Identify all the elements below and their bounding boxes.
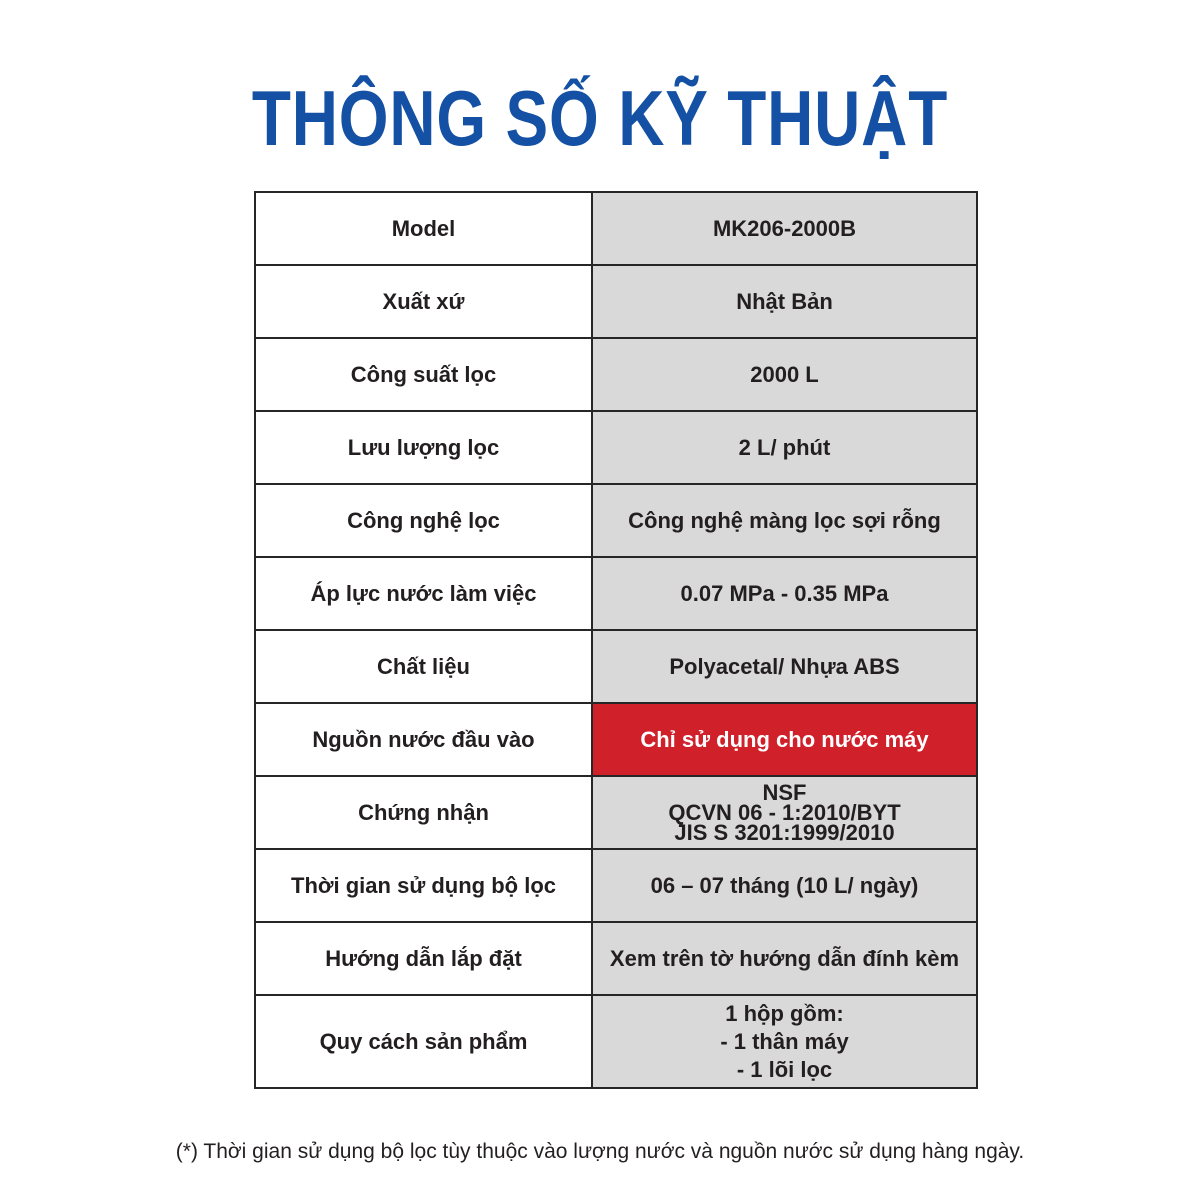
table-row: [255, 630, 977, 703]
table-row: [255, 557, 977, 630]
spec-value-technology: Công nghệ màng lọc sợi rỗng: [592, 484, 977, 557]
footnote: (*) Thời gian sử dụng bộ lọc tùy thuộc vào lượng nước và nguồn nước sử dụng hàng ngày.: [175, 1140, 1025, 1163]
package-line: - 1 lõi lọc: [736, 1056, 833, 1082]
spec-label-material: Chất liệu: [255, 630, 592, 703]
table-row: [255, 338, 977, 411]
spec-label-origin: Xuất xứ: [255, 265, 592, 338]
table-row: [255, 995, 977, 1088]
spec-label-capacity: Công suất lọc: [255, 338, 592, 411]
table-row: [255, 776, 977, 849]
page-title: THÔNG SỐ KỸ THUẬT: [251, 74, 949, 162]
spec-label-flow-rate: Lưu lượng lọc: [255, 411, 592, 484]
spec-label-package: Quy cách sản phẩm: [255, 995, 592, 1088]
table-row: [255, 411, 977, 484]
table-row: [255, 703, 977, 776]
spec-value-pressure: 0.07 MPa - 0.35 MPa: [592, 557, 977, 630]
certification-line: NSF: [762, 779, 807, 805]
spec-value-flow-rate: 2 L/ phút: [592, 411, 977, 484]
certification-line: QCVN 06 - 1:2010/BYT: [668, 799, 901, 825]
spec-value-package: [592, 995, 977, 1088]
spec-value-origin: Nhật Bản: [592, 265, 977, 338]
spec-value-water-source: Chỉ sử dụng cho nước máy: [592, 703, 977, 776]
spec-value-material: Polyacetal/ Nhựa ABS: [592, 630, 977, 703]
spec-label-filter-life: Thời gian sử dụng bộ lọc: [255, 849, 592, 922]
table-row: [255, 922, 977, 995]
spec-value-capacity: 2000 L: [592, 338, 977, 411]
package-line: - 1 thân máy: [720, 1028, 849, 1054]
spec-value-filter-life: 06 – 07 tháng (10 L/ ngày): [592, 849, 977, 922]
spec-label-technology: Công nghệ lọc: [255, 484, 592, 557]
spec-label-model: Model: [255, 192, 592, 265]
package-line: 1 hộp gồm:: [725, 1000, 844, 1026]
spec-label-certification: Chứng nhận: [255, 776, 592, 849]
certification-line: JIS S 3201:1999/2010: [674, 819, 895, 845]
spec-value-installation: Xem trên tờ hướng dẫn đính kèm: [592, 922, 977, 995]
spec-label-pressure: Áp lực nước làm việc: [255, 557, 592, 630]
spec-table: [254, 191, 978, 1089]
table-row: [255, 265, 977, 338]
spec-value-model: MK206-2000B: [592, 192, 977, 265]
spec-label-installation: Hướng dẫn lắp đặt: [255, 922, 592, 995]
table-row: [255, 849, 977, 922]
table-row: [255, 192, 977, 265]
spec-value-certification: [592, 776, 977, 849]
spec-label-water-source: Nguồn nước đầu vào: [255, 703, 592, 776]
table-row: [255, 484, 977, 557]
